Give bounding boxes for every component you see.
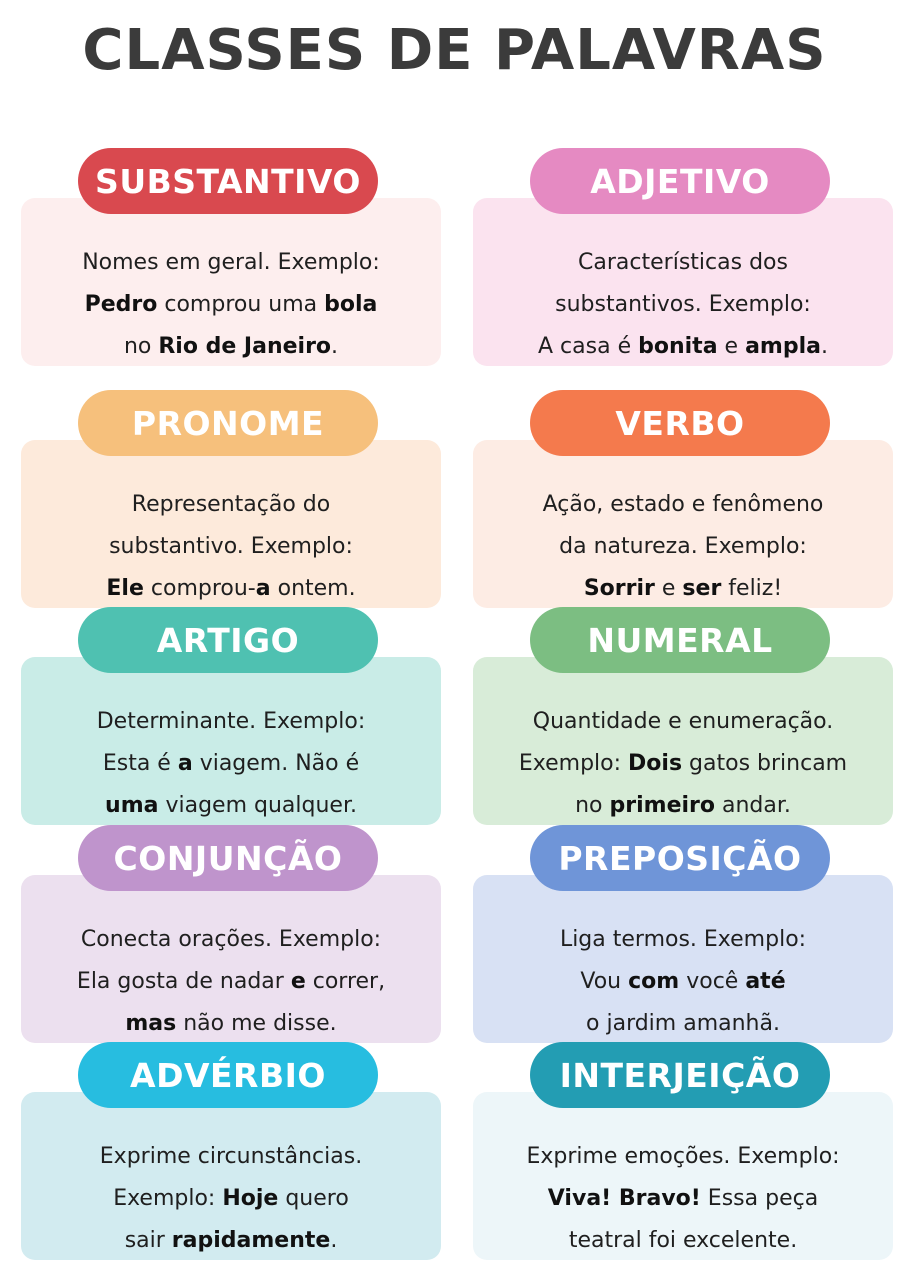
desc-line: Ela gosta de nadar e correr, <box>76 969 386 994</box>
desc-line: Ele comprou-a ontem. <box>106 576 356 601</box>
card-title: ARTIGO <box>78 607 378 673</box>
card-description <box>473 919 893 1045</box>
card-artigo <box>21 607 441 825</box>
desc-line: Exemplo: Dois gatos brincam <box>518 751 848 776</box>
desc-line: teatral foi excelente. <box>568 1228 798 1253</box>
desc-line: Viva! Bravo! Essa peça <box>547 1186 819 1211</box>
card-verbo <box>473 390 893 608</box>
card-adverbio <box>21 1042 441 1260</box>
desc-line: da natureza. Exemplo: <box>559 534 807 559</box>
desc-line: Exprime circunstâncias. <box>99 1144 363 1169</box>
card-title: INTERJEIÇÃO <box>530 1042 830 1108</box>
desc-line: sair rapidamente. <box>124 1228 338 1253</box>
card-title: CONJUNÇÃO <box>78 825 378 891</box>
card-description <box>473 1136 893 1262</box>
desc-line: Características dos <box>578 250 788 275</box>
card-description <box>473 242 893 368</box>
desc-line: no Rio de Janeiro. <box>123 334 339 359</box>
desc-line: Vou com você até <box>580 969 786 994</box>
desc-line: mas não me disse. <box>125 1011 337 1036</box>
card-description <box>473 484 893 610</box>
card-description <box>21 919 441 1045</box>
desc-line: A casa é bonita e ampla. <box>538 334 828 359</box>
desc-line: Exprime emoções. Exemplo: <box>526 1144 840 1169</box>
card-substantivo <box>21 148 441 366</box>
card-description <box>21 1136 441 1262</box>
card-interjeicao <box>473 1042 893 1260</box>
card-title: VERBO <box>530 390 830 456</box>
page-title: CLASSES DE PALAVRAS <box>82 18 827 83</box>
card-title: SUBSTANTIVO <box>78 148 378 214</box>
desc-line: o jardim amanhã. <box>586 1011 780 1036</box>
desc-line: substantivo. Exemplo: <box>109 534 353 559</box>
card-description <box>21 242 441 368</box>
card-preposicao <box>473 825 893 1043</box>
desc-line: uma viagem qualquer. <box>105 793 357 818</box>
card-conjuncao <box>21 825 441 1043</box>
desc-line: Quantidade e enumeração. <box>532 709 834 734</box>
card-description <box>473 701 893 827</box>
desc-line: Determinante. Exemplo: <box>96 709 366 734</box>
desc-line: substantivos. Exemplo: <box>555 292 811 317</box>
desc-line: Sorrir e ser feliz! <box>583 576 783 601</box>
desc-line: Representação do <box>131 492 331 517</box>
desc-line: Exemplo: Hoje quero <box>113 1186 349 1211</box>
card-adjetivo <box>473 148 893 366</box>
desc-line: Liga termos. Exemplo: <box>559 927 807 952</box>
card-description <box>21 701 441 827</box>
card-title: PRONOME <box>78 390 378 456</box>
desc-line: Conecta orações. Exemplo: <box>80 927 382 952</box>
card-numeral <box>473 607 893 825</box>
card-title: ADJETIVO <box>530 148 830 214</box>
card-title: ADVÉRBIO <box>78 1042 378 1108</box>
desc-line: Nomes em geral. Exemplo: <box>82 250 380 275</box>
card-description <box>21 484 441 610</box>
desc-line: no primeiro andar. <box>575 793 791 818</box>
card-pronome <box>21 390 441 608</box>
desc-line: Esta é a viagem. Não é <box>102 751 360 776</box>
card-title: NUMERAL <box>530 607 830 673</box>
desc-line: Ação, estado e fenômeno <box>542 492 824 517</box>
card-title: PREPOSIÇÃO <box>530 825 830 891</box>
desc-line: Pedro comprou uma bola <box>84 292 378 317</box>
